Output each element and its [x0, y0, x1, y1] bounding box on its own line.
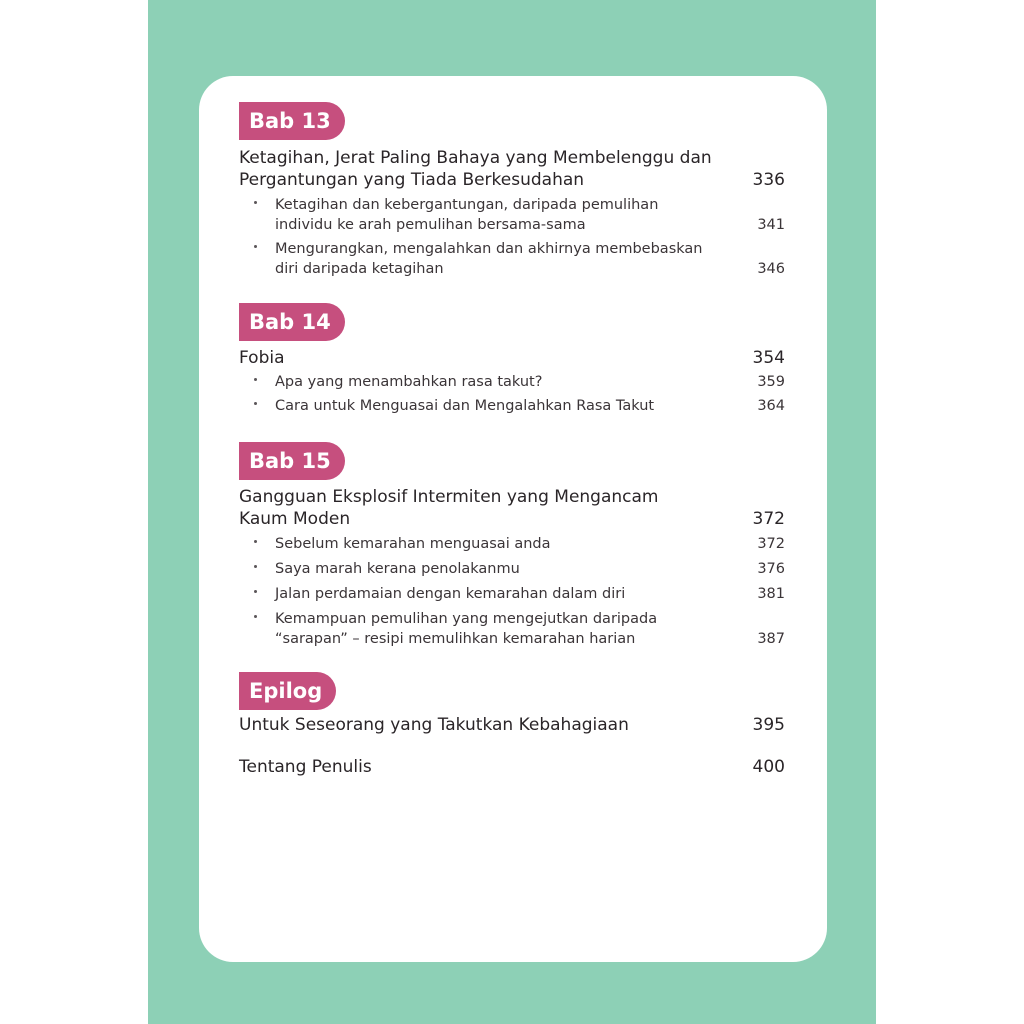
- subentry-page: 359: [757, 374, 785, 390]
- chapter-13: [239, 102, 785, 279]
- bullet-icon: [254, 565, 257, 568]
- entry-page: 354: [752, 348, 785, 368]
- entry-title: Fobia: [239, 348, 285, 368]
- subentry-page: 346: [757, 261, 785, 277]
- entry-title: Tentang Penulis: [239, 757, 372, 777]
- entry-title: Untuk Seseorang yang Takutkan Kebahagiaan: [239, 715, 629, 735]
- chapter-tag: Bab 15: [239, 442, 345, 480]
- bullet-icon: [254, 378, 257, 381]
- bullet-icon: [254, 590, 257, 593]
- chapter-15: [239, 442, 785, 649]
- subentry-page: 376: [757, 561, 785, 577]
- toc-subentry[interactable]: [239, 534, 785, 554]
- subentry-page: 364: [757, 398, 785, 414]
- toc-subentry[interactable]: [239, 195, 785, 235]
- epilog: [239, 672, 785, 778]
- subentry-title: Cara untuk Menguasai dan Mengalahkan Rasa Takut: [275, 398, 655, 414]
- toc-subentry[interactable]: [239, 609, 785, 649]
- toc-subentry[interactable]: [239, 239, 785, 279]
- subentry-title: Ketagihan dan kebergantungan, daripada pemulihan individu ke arah pemulihan bersama-sama: [275, 197, 659, 233]
- toc-entry[interactable]: [239, 347, 785, 369]
- subentry-title: Jalan perdamaian dengan kemarahan dalam diri: [275, 586, 626, 602]
- entry-page: 336: [752, 170, 785, 190]
- subentry-page: 341: [757, 217, 785, 233]
- bullet-icon: [254, 615, 257, 618]
- subentry-page: 381: [757, 586, 785, 602]
- chapter-tag: Bab 13: [239, 102, 345, 140]
- toc-entry[interactable]: [239, 486, 785, 530]
- chapter-tag: Bab 14: [239, 303, 345, 341]
- subentry-title: Saya marah kerana penolakanmu: [275, 561, 520, 577]
- bullet-icon: [254, 201, 257, 204]
- entry-title: Gangguan Eksplosif Intermiten yang Mengancam Kaum Moden: [239, 487, 659, 529]
- entry-title: Ketagihan, Jerat Paling Bahaya yang Membelenggu dan Pergantungan yang Tiada Berkesudahan: [239, 148, 712, 190]
- toc-entry-about-author[interactable]: [239, 756, 785, 778]
- toc-subentry[interactable]: [239, 372, 785, 392]
- chapter-tag: Epilog: [239, 672, 336, 710]
- subentry-page: 372: [757, 536, 785, 552]
- subentry-title: Kemampuan pemulihan yang mengejutkan daripada “sarapan” – resipi memulihkan kemarahan harian: [275, 611, 658, 647]
- subentry-title: Sebelum kemarahan menguasai anda: [275, 536, 551, 552]
- toc-subentry[interactable]: [239, 559, 785, 579]
- subentry-title: Apa yang menambahkan rasa takut?: [275, 374, 543, 390]
- entry-page: 400: [752, 757, 785, 777]
- toc-entry[interactable]: [239, 147, 785, 191]
- chapter-14: [239, 303, 785, 416]
- bullet-icon: [254, 402, 257, 405]
- toc-subentry[interactable]: [239, 396, 785, 416]
- toc-subentry[interactable]: [239, 584, 785, 604]
- toc-entry[interactable]: [239, 714, 785, 736]
- entry-page: 395: [752, 715, 785, 735]
- bullet-icon: [254, 245, 257, 248]
- entry-page: 372: [752, 509, 785, 529]
- table-of-contents-card: [199, 76, 827, 962]
- subentry-page: 387: [757, 631, 785, 647]
- bullet-icon: [254, 540, 257, 543]
- subentry-title: Mengurangkan, mengalahkan dan akhirnya membebaskan diri daripada ketagihan: [275, 241, 703, 277]
